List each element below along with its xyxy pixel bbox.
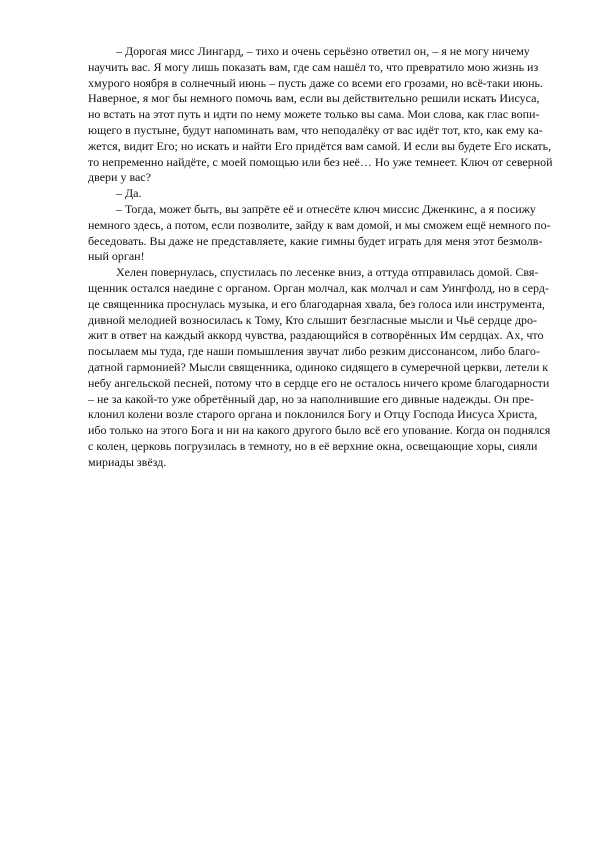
text-line: – Тогда, может быть, вы запрёте её и отнесёте ключ миссис Дженкинс, а я посижу [116, 201, 536, 216]
text-line: Хелен повернулась, спустилась по лесенке вниз, а оттуда отправилась домой. Свя- [116, 265, 539, 280]
text-line: то непременно найдёте, с моей помощью или без неё… Но уже темнеет. Ключ от северной [88, 154, 553, 169]
text-line: но встать на этот путь и идти по нему можете только вы сама. Мои слова, как глас вопи- [88, 107, 540, 122]
text-line: ющего в пустыне, будут напоминать вам, что неподалёку от вас идёт тот, кто, как ему ка- [88, 122, 543, 137]
text-line: – не за какой-то уже обретённый дар, но за наполнившие его дивные надежды. Он пре- [88, 391, 534, 406]
text-line: датной гармонией? Мысли священника, одиноко сидящего в сумеречной церкви, летели к [88, 359, 549, 374]
text-line: хмурого ноября в солнечный июнь – пусть даже со всеми его грозами, но всё-таки июнь. [88, 75, 544, 90]
text-line: клонил колени возле старого органа и поклонился Богу и Отцу Господа Иисуса Христа, [88, 407, 538, 422]
document-page [88, 44, 553, 471]
text-line: дивной мелодией возносилась к Тому, Кто слышит безгласные мысли и Чьё сердце дро- [88, 312, 538, 327]
text-line: – Дорогая мисс Лингард, – тихо и очень серьёзно ответил он, – я не могу ничему [116, 44, 530, 58]
text-line: беседовать. Вы даже не представляете, какие гимны будет играть для меня этот безмолв- [88, 233, 543, 248]
text-line: с колен, церковь погрузилась в темноту, но в её верхние окна, освещающие хоры, сияли [88, 438, 538, 453]
text-line: жит в ответ на каждый аккорд чувства, раздающийся в сотворённых Им сердцах. Ах, что [88, 328, 544, 343]
text-line: – Да. [116, 186, 142, 201]
text-line: двери у вас? [88, 170, 151, 185]
paragraph [88, 186, 512, 202]
text-line: ный орган! [88, 249, 145, 264]
text-line: немного здесь, а потом, если позволите, зайду к вам домой, и мы сможем ещё немного по- [88, 217, 551, 232]
text-line: небу ангельской песней, потому что в сердце его не осталось ничего кроме благодарности [88, 375, 550, 390]
text-line: научить вас. Я могу лишь показать вам, где сам нашёл то, что превратило мою жизнь из [88, 59, 539, 74]
paragraph [88, 265, 551, 470]
paragraph [88, 44, 553, 186]
text-line: Наверное, я мог бы немного помочь вам, если вы действительно решили искать Иисуса, [88, 91, 540, 106]
paragraph [88, 201, 551, 265]
text-line: посылаем мы туда, где наши помышления звучат либо резким диссонансом, либо благо- [88, 344, 540, 359]
text-line: мириады звёзд. [88, 454, 167, 469]
text-line: ибо только на этого Бога и ни на какого другого было всё его упование. Когда он поднялся [88, 423, 551, 438]
text-line: це священника проснулась музыка, и его благодарная хвала, без голоса или инструмента, [88, 296, 545, 311]
text-line: жется, видит Его; но искать и найти Его придётся вам самой. И если вы будете Его искать, [88, 138, 552, 153]
text-line: щенник остался наедине с органом. Орган молчал, как молчал и сам Уингфолд, но в серд- [88, 280, 549, 295]
